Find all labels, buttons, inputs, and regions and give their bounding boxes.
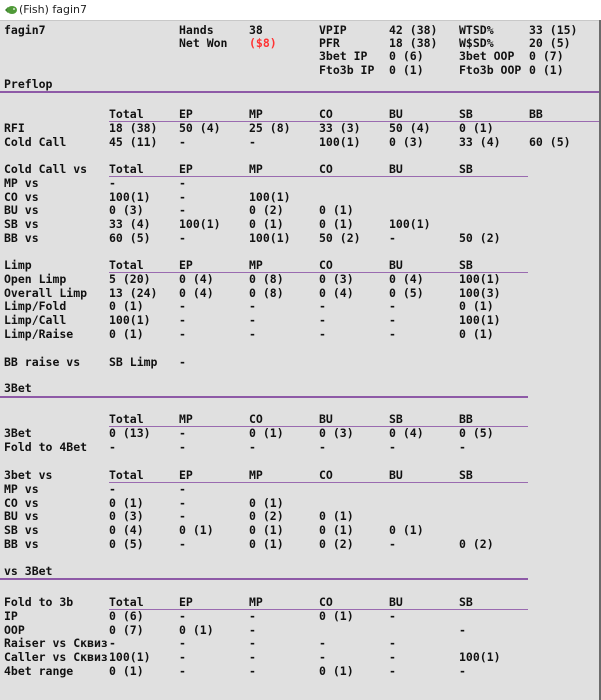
column-header: Total — [109, 107, 144, 121]
column-header: MP — [249, 107, 263, 121]
table-cell: 0 (8) — [249, 272, 284, 286]
table-cell: 0 (7) — [109, 623, 144, 637]
table-cell: 100(1) — [109, 313, 151, 327]
table-cell: - — [179, 636, 186, 650]
table-cell: 33 (3) — [319, 121, 361, 135]
table-cell: 50 (4) — [179, 121, 221, 135]
column-header: CO — [249, 412, 263, 426]
table-cell: - — [319, 440, 326, 454]
row-label: Limp/Fold — [4, 299, 67, 313]
column-header: SB — [389, 412, 403, 426]
table-cell: 100(1) — [319, 135, 361, 149]
table-cell: 0 (4) — [179, 286, 214, 300]
table-cell: - — [109, 176, 116, 190]
table-cell: 100(1) — [179, 217, 221, 231]
row-label: OOP — [4, 623, 25, 637]
table-cell: 0 (1) — [389, 523, 424, 537]
column-header: Limp — [4, 258, 32, 272]
column-header: BU — [389, 162, 403, 176]
row-label: RFI — [4, 121, 25, 135]
table-cell: 0 (3) — [319, 272, 354, 286]
row-label: BU vs — [4, 509, 39, 523]
fish-icon — [4, 5, 17, 15]
table-cell: 100(1) — [459, 313, 501, 327]
threebet-oop-label: 3bet OOP — [459, 49, 515, 63]
column-header: CO — [319, 258, 333, 272]
column-header: CO — [319, 468, 333, 482]
window-title: (Fish) fagin7 — [19, 3, 87, 16]
table-cell: - — [459, 440, 466, 454]
table-cell: - — [179, 664, 186, 678]
table-cell: - — [319, 313, 326, 327]
table-cell: 100(1) — [389, 217, 431, 231]
threebet-ip-value: 0 (6) — [389, 49, 424, 63]
table-cell: - — [179, 440, 186, 454]
table-cell: 0 (3) — [109, 509, 144, 523]
table-cell: 0 (2) — [249, 203, 284, 217]
table-cell: - — [249, 623, 256, 637]
table-cell: - — [249, 609, 256, 623]
table-cell: 0 (1) — [249, 523, 284, 537]
table-cell: - — [249, 313, 256, 327]
column-header: Total — [109, 468, 144, 482]
table-cell: 0 (1) — [319, 523, 354, 537]
column-header: BU — [389, 258, 403, 272]
table-cell: 0 (13) — [109, 426, 151, 440]
row-label: 3Bet — [4, 426, 32, 440]
column-header: SB — [459, 107, 473, 121]
column-header: Total — [109, 258, 144, 272]
table-cell: - — [179, 426, 186, 440]
table-cell: - — [389, 636, 396, 650]
column-header: SB — [459, 595, 473, 609]
table-cell: - — [179, 190, 186, 204]
column-header: MP — [249, 258, 263, 272]
player-name: fagin7 — [4, 23, 46, 37]
table-cell: 0 (4) — [389, 426, 424, 440]
table-cell: - — [249, 135, 256, 149]
row-label: Open Limp — [4, 272, 67, 286]
section-divider-preflop — [0, 91, 599, 93]
table-cell: 0 (1) — [459, 299, 494, 313]
table-cell: - — [179, 135, 186, 149]
table-cell: - — [459, 623, 466, 637]
table-cell: 50 (4) — [389, 121, 431, 135]
table-cell: - — [389, 537, 396, 551]
table-cell: - — [179, 355, 186, 369]
row-label: MP vs — [4, 482, 39, 496]
row-label: MP vs — [4, 176, 39, 190]
vpip-value: 42 (38) — [389, 23, 438, 37]
column-header: SB — [459, 162, 473, 176]
table-cell: 0 (1) — [249, 426, 284, 440]
table-cell: 0 (1) — [459, 121, 494, 135]
column-header: EP — [179, 162, 193, 176]
pfr-label: PFR — [319, 36, 340, 50]
table-cell: - — [179, 496, 186, 510]
table-cell: 0 (5) — [389, 286, 424, 300]
row-label: 4bet range — [4, 664, 74, 678]
column-header: MP — [179, 412, 193, 426]
table-cell: 0 (1) — [179, 623, 214, 637]
table-cell: 100(1) — [459, 650, 501, 664]
table-cell: 0 (3) — [389, 135, 424, 149]
table-cell: - — [319, 636, 326, 650]
row-label: Overall Limp — [4, 286, 88, 300]
table-cell: - — [389, 313, 396, 327]
section-divider-vs3bet — [0, 578, 528, 580]
column-header: Total — [109, 162, 144, 176]
row-label: Limp/Raise — [4, 327, 74, 341]
column-header: SB Limp — [109, 355, 158, 369]
column-header: SB — [459, 468, 473, 482]
table-cell: - — [109, 636, 116, 650]
table-cell: 0 (1) — [249, 537, 284, 551]
table-cell: 0 (3) — [319, 426, 354, 440]
table-cell: - — [109, 482, 116, 496]
column-header: BB — [529, 107, 543, 121]
column-header: BU — [389, 595, 403, 609]
fto3b-ip-label: Fto3b IP — [319, 63, 375, 77]
table-cell: - — [389, 664, 396, 678]
row-label: Cold Call — [4, 135, 67, 149]
table-cell: - — [319, 327, 326, 341]
column-header: BB — [459, 412, 473, 426]
table-cell: - — [249, 440, 256, 454]
row-label: BB vs — [4, 231, 39, 245]
table-cell: - — [179, 609, 186, 623]
table-cell: 50 (2) — [319, 231, 361, 245]
table-cell: - — [389, 327, 396, 341]
row-label: Limp/Call — [4, 313, 67, 327]
table-cell: 45 (11) — [109, 135, 158, 149]
table-cell: - — [179, 176, 186, 190]
hands-label: Hands — [179, 23, 214, 37]
table-cell: 0 (5) — [109, 537, 144, 551]
table-cell: 5 (20) — [109, 272, 151, 286]
table-cell: 25 (8) — [249, 121, 291, 135]
column-header: CO — [319, 162, 333, 176]
table-cell: 0 (8) — [249, 286, 284, 300]
table-cell: 100(1) — [109, 650, 151, 664]
wtsd-label: WTSD% — [459, 23, 494, 37]
row-label: Caller vs Сквиз — [4, 650, 108, 664]
table-cell: 0 (2) — [319, 537, 354, 551]
wsd-label: W$SD% — [459, 36, 494, 50]
column-header: BU — [389, 468, 403, 482]
table-cell: 0 (2) — [249, 509, 284, 523]
table-cell: - — [389, 231, 396, 245]
column-header: CO — [319, 107, 333, 121]
table-cell: 0 (2) — [459, 537, 494, 551]
column-header: Cold Call vs — [4, 162, 88, 176]
column-header: EP — [179, 107, 193, 121]
table-cell: 100(1) — [109, 190, 151, 204]
table-cell: 13 (24) — [109, 286, 158, 300]
table-cell: 0 (1) — [109, 664, 144, 678]
table-cell: - — [459, 664, 466, 678]
fto3b-ip-value: 0 (1) — [389, 63, 424, 77]
table-cell: 0 (1) — [319, 509, 354, 523]
column-header: EP — [179, 468, 193, 482]
title-bar[interactable] — [0, 0, 601, 21]
column-header: MP — [249, 595, 263, 609]
table-cell: 60 (5) — [109, 231, 151, 245]
wsd-value: 20 (5) — [529, 36, 571, 50]
pfr-value: 18 (38) — [389, 36, 438, 50]
table-cell: 33 (4) — [459, 135, 501, 149]
table-cell: - — [109, 440, 116, 454]
table-cell: 0 (1) — [319, 203, 354, 217]
header-underline — [109, 176, 528, 177]
table-cell: 0 (4) — [179, 272, 214, 286]
row-label: SB vs — [4, 523, 39, 537]
table-cell: - — [179, 482, 186, 496]
table-cell: - — [179, 203, 186, 217]
table-cell: - — [179, 313, 186, 327]
table-cell: 100(3) — [459, 286, 501, 300]
table-cell: - — [319, 650, 326, 664]
table-cell: - — [389, 609, 396, 623]
table-cell: - — [179, 537, 186, 551]
table-cell: 0 (1) — [319, 217, 354, 231]
section-title-preflop: Preflop — [4, 77, 53, 91]
table-cell: 0 (1) — [319, 664, 354, 678]
table-cell: 0 (1) — [249, 496, 284, 510]
threebet-oop-value: 0 (7) — [529, 49, 564, 63]
column-header: SB — [459, 258, 473, 272]
table-cell: 0 (6) — [109, 609, 144, 623]
table-cell: - — [249, 650, 256, 664]
table-cell: - — [389, 440, 396, 454]
column-header: BU — [319, 412, 333, 426]
table-cell: - — [319, 299, 326, 313]
column-header: BU — [389, 107, 403, 121]
table-cell: 0 (4) — [109, 523, 144, 537]
table-cell: 50 (2) — [459, 231, 501, 245]
table-cell: 0 (1) — [179, 523, 214, 537]
netwon-label: Net Won — [179, 36, 228, 50]
table-cell: - — [249, 664, 256, 678]
row-label: IP — [4, 609, 18, 623]
section-title-3bet: 3Bet — [4, 381, 32, 395]
row-label: BB vs — [4, 537, 39, 551]
table-cell: 0 (4) — [319, 286, 354, 300]
table-cell: - — [389, 650, 396, 664]
table-cell: - — [389, 299, 396, 313]
table-cell: 100(1) — [459, 272, 501, 286]
table-cell: 0 (1) — [109, 327, 144, 341]
threebet-ip-label: 3bet IP — [319, 49, 368, 63]
row-label: CO vs — [4, 190, 39, 204]
table-cell: - — [249, 299, 256, 313]
table-cell: - — [179, 509, 186, 523]
row-label: SB vs — [4, 217, 39, 231]
column-header: 3bet vs — [4, 468, 53, 482]
table-cell: - — [179, 327, 186, 341]
column-header: Total — [109, 412, 144, 426]
table-cell: 0 (1) — [109, 299, 144, 313]
table-cell: 0 (1) — [109, 496, 144, 510]
column-header: Fold to 3b — [4, 595, 74, 609]
hands-value: 38 — [249, 23, 263, 37]
table-cell: 0 (4) — [389, 272, 424, 286]
table-cell: - — [249, 327, 256, 341]
netwon-value: ($8) — [249, 36, 277, 50]
column-header: Total — [109, 595, 144, 609]
fto3b-oop-label: Fto3b OOP — [459, 63, 522, 77]
vpip-label: VPIP — [319, 23, 347, 37]
section-divider-3bet — [0, 396, 528, 398]
row-label: CO vs — [4, 496, 39, 510]
row-label: Fold to 4Bet — [4, 440, 88, 454]
column-header: CO — [319, 595, 333, 609]
table-cell: 60 (5) — [529, 135, 571, 149]
column-header: MP — [249, 468, 263, 482]
section-title-vs3bet: vs 3Bet — [4, 564, 53, 578]
table-cell: 33 (4) — [109, 217, 151, 231]
table-cell: 0 (1) — [459, 327, 494, 341]
table-cell: 100(1) — [249, 231, 291, 245]
table-cell: 0 (3) — [109, 203, 144, 217]
table-cell: - — [179, 650, 186, 664]
table-cell: 18 (38) — [109, 121, 158, 135]
table-cell: 0 (5) — [459, 426, 494, 440]
header-underline — [109, 482, 528, 483]
fto3b-oop-value: 0 (1) — [529, 63, 564, 77]
column-header: MP — [249, 162, 263, 176]
table-cell: - — [179, 231, 186, 245]
table-cell: - — [179, 299, 186, 313]
table-cell: 0 (1) — [319, 609, 354, 623]
row-label: BB raise vs — [4, 355, 81, 369]
table-cell: 100(1) — [249, 190, 291, 204]
column-header: EP — [179, 258, 193, 272]
table-cell: 0 (1) — [249, 217, 284, 231]
wtsd-value: 33 (15) — [529, 23, 578, 37]
row-label: BU vs — [4, 203, 39, 217]
row-label: Raiser vs Сквиз — [4, 636, 108, 650]
column-header: EP — [179, 595, 193, 609]
table-cell: - — [249, 636, 256, 650]
